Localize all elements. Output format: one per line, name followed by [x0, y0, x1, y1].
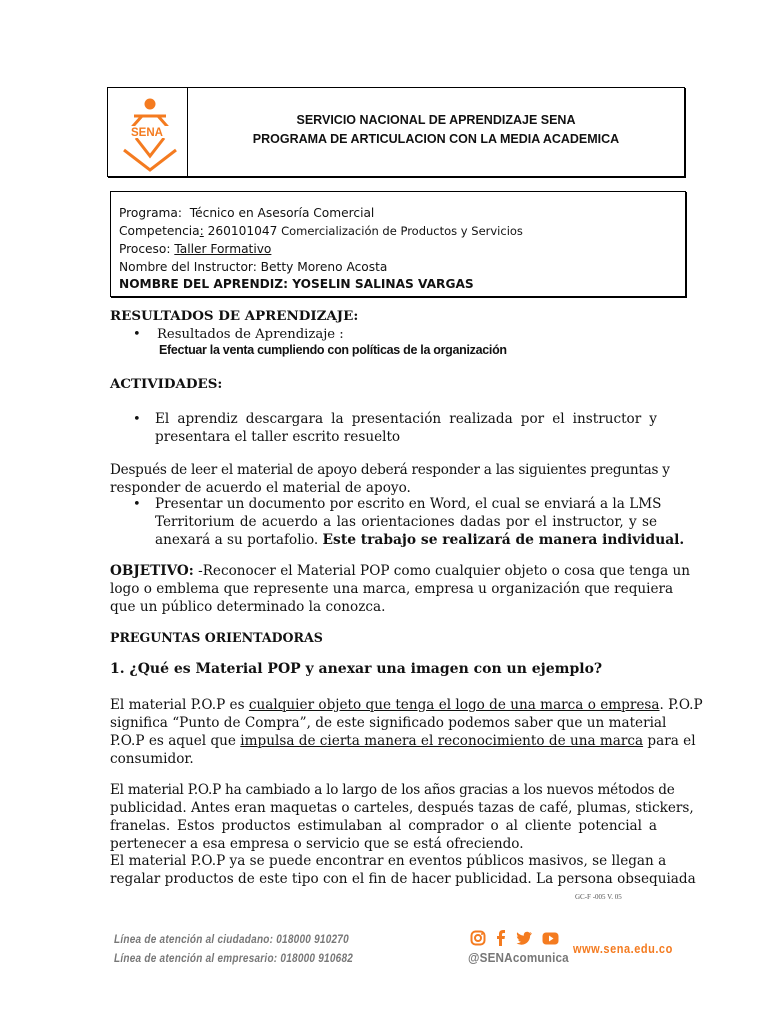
- actividades-heading: ACTIVIDADES:: [110, 376, 223, 392]
- actividades-para-line2: responder de acuerdo el material de apoyo.: [110, 480, 411, 496]
- competencia-colon: :: [199, 224, 204, 238]
- bullet-dot: •: [133, 412, 141, 427]
- youtube-icon[interactable]: [542, 932, 559, 945]
- p1-line1c: . P.O.P: [659, 697, 703, 713]
- header-title-line2: PROGRAMA DE ARTICULACION CON LA MEDIA ACADEMICA: [252, 132, 620, 146]
- p2-line2: publicidad. Antes eran maquetas o carteles, después tazas de café, plumas, stickers,: [110, 800, 694, 816]
- preguntas-heading: PREGUNTAS ORIENTADORAS: [110, 630, 323, 645]
- competencia-label: Competencia: [119, 224, 200, 238]
- p2-line4: pertenecer a esa empresa o servicio que se está ofreciendo.: [110, 836, 524, 852]
- p3-line2: regalar productos de este tipo con el fin de hacer publicidad. La persona obsequiada: [110, 871, 696, 887]
- document-header: [107, 87, 685, 177]
- actividades-bullet1-line1: El aprendiz descargara la presentación realizada por el instructor y: [155, 411, 657, 427]
- actividades-bullet1-line2: presentara el taller escrito resuelto: [155, 429, 401, 445]
- p1-line1-underlined: cualquier objeto que tenga el logo de una marca o empresa: [248, 697, 660, 713]
- actividades-bullet2-line1: Presentar un documento por escrito en Word, el cual se enviará a la LMS: [155, 496, 662, 512]
- individual-work-note: Este trabajo se realizará de manera individual.: [322, 532, 685, 548]
- p1-line3a: P.O.P es aquel que: [110, 733, 241, 749]
- p1-line1a: El material P.O.P es: [110, 697, 249, 713]
- twitter-icon[interactable]: [516, 931, 533, 946]
- p1-line2: significa “Punto de Compra”, de este significado podemos saber que un material: [110, 715, 667, 731]
- sena-logo-text: SENA: [131, 127, 163, 139]
- form-code: GC-F -005 V. 05: [575, 893, 622, 901]
- program-info-box: [110, 191, 686, 297]
- bullet-dot: •: [133, 497, 141, 512]
- facebook-icon[interactable]: [495, 929, 507, 947]
- instagram-icon[interactable]: [470, 930, 486, 946]
- programa-value: Técnico en Asesoría Comercial: [189, 206, 375, 220]
- p2-line1: El material P.O.P ha cambiado a lo largo de los años gracias a los nuevos métodos de: [110, 782, 675, 798]
- sena-logo-cell: [108, 88, 188, 176]
- programa-line: [119, 206, 374, 220]
- header-title-line1: SERVICIO NACIONAL DE APRENDIZAJE SENA: [296, 113, 576, 127]
- objetivo-line2: logo o emblema que represente una marca, empresa u organización que requiera: [110, 581, 674, 597]
- sena-logo-icon: [108, 88, 187, 176]
- proceso-label: Proceso:: [119, 242, 175, 256]
- objetivo-text1: -Reconocer el Material POP como cualquier objeto o cosa que tenga un: [193, 563, 691, 579]
- social-icons: [470, 929, 559, 947]
- business-line: Línea de atención al empresario: 018000 910682: [114, 951, 354, 965]
- header-title-cell: [188, 88, 684, 176]
- social-handle[interactable]: @SENAcomunica: [468, 950, 569, 965]
- competencia-code: 260101047: [203, 224, 278, 238]
- aprendiz-line: NOMBRE DEL APRENDIZ: YOSELIN SALINAS VARGAS: [119, 277, 474, 291]
- competencia-value: Comercialización de Productos y Servicios: [277, 224, 523, 238]
- proceso-line: [119, 242, 271, 256]
- p3-line1: El material P.O.P ya se puede encontrar en eventos públicos masivos, se llegan a: [110, 853, 667, 869]
- proceso-value: Taller Formativo: [174, 242, 272, 256]
- actividades-para-line1: Después de leer el material de apoyo deberá responder a las siguientes preguntas y: [110, 462, 670, 478]
- objetivo-label: OBJETIVO:: [110, 563, 194, 579]
- p1-line3c: para el: [643, 733, 696, 749]
- objetivo-line1: [110, 563, 691, 579]
- actividades-bullet2-line2: Territorium de acuerdo a las orientaciones dadas por el instructor, y se: [155, 514, 657, 530]
- programa-label: Programa:: [119, 206, 182, 220]
- objetivo-line3: que un público determinado la conozca.: [110, 599, 386, 615]
- p1-line4: consumidor.: [110, 751, 194, 767]
- website-link[interactable]: www.sena.edu.co: [573, 942, 673, 956]
- p1-line1: [110, 697, 703, 713]
- resultados-detail: Efectuar la venta cumpliendo con políticas de la organización: [159, 343, 507, 357]
- resultados-bullet: Resultados de Aprendizaje :: [157, 327, 344, 342]
- p2-line3: franelas. Estos productos estimulaban al comprador o al cliente potencial a: [110, 818, 657, 834]
- p1-line3: [110, 733, 696, 749]
- competencia-line: [119, 224, 523, 238]
- instructor-line: Nombre del Instructor: Betty Moreno Acosta: [119, 260, 388, 274]
- actividades-bullet2-line3a: anexará a su portafolio.: [155, 532, 323, 548]
- p1-line3-underlined: impulsa de cierta manera el reconocimiento de una marca: [240, 733, 644, 749]
- resultados-heading: RESULTADOS DE APRENDIZAJE:: [110, 308, 359, 324]
- question-1: 1. ¿Qué es Material POP y anexar una imagen con un ejemplo?: [110, 661, 603, 677]
- bullet-dot: •: [133, 327, 141, 342]
- actividades-bullet2-line3: [155, 532, 684, 548]
- citizen-line: Línea de atención al ciudadano: 018000 910270: [114, 932, 349, 946]
